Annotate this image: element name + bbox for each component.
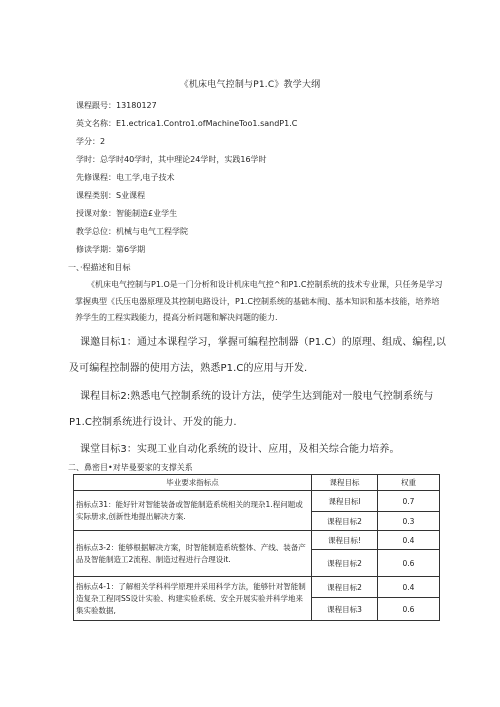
course-goal-cell: 课程目标2: [312, 577, 378, 598]
teaching-unit: 教学总位：机械与电气工程学院: [76, 227, 188, 236]
section-heading-2: 二、鼻密目•对毕曼要家的支撑关系: [68, 463, 193, 472]
credits: 学分：2: [76, 137, 106, 146]
goal2-line1: 课程目标2:熟悉电气控制系统的设计方法，使学生达到能对一般电气控制系统与: [80, 391, 434, 402]
course-goal-cell: 课程目标l: [312, 491, 378, 512]
header-course-goal: 课程目标: [312, 475, 378, 491]
course-category: 课程类别：S业课程: [76, 191, 146, 200]
indicator-point-3-1: 指标点31：能好针对智能装备或智能制造系统相关的现杂1.程问题或实际册求,创新性地提出解决方案.: [74, 491, 312, 531]
prerequisites: 先修课程：电工学,电子技术: [76, 173, 175, 182]
target-students: 授课对象：智能制造£业学生: [76, 209, 178, 218]
course-goal-cell: 课程目标2: [312, 550, 378, 577]
document-title: 《机床电气控制与P1.C》教学大纲: [179, 80, 321, 90]
class-hours: 学时：总学时40学时，其中理论24学时，实践16学时: [76, 155, 267, 164]
table-header-row: [74, 475, 440, 491]
goal3-line: 课堂目标3：实现工业自动化系统的设计、应用，及相关综合能力培养。: [80, 444, 400, 455]
indicator-point-4-1: 指标点4-1：了解相关学科科学原理并采用科学方法，能够针对智能制造复杂工程同SS设计实验、构建实验系统、安全开展实验并科学地来集实验数据,: [74, 577, 312, 621]
header-weight: 权重: [378, 475, 440, 491]
section-heading-1: 一、·程描述和目标: [68, 263, 131, 272]
course-intro-paragraph: 《机床电气控制与P1.O是一门分析和设计机床电气控^和P1.C控制系统的技术专业课，只任务是学习掌握典型《氏压电器原理及其控制电路设计，P1.C控制系统的基础本闱J、基本知识和基本技能，培养培养学生的工程实践能力，提高分析问题和解决问题的能力.: [75, 280, 443, 322]
weight-cell: 0.3: [378, 512, 440, 531]
weight-cell: 0.4: [378, 531, 440, 550]
indicator-point-3-2: 指标点3-2：能够根据解决方案，时智能制造系统整体、产线、装备产品及智能制造工2流程、制造过程进行合理设it.: [74, 531, 312, 577]
goal2-line2: P1.C控制系统进行设计、开发的能力.: [69, 417, 237, 428]
table-row: [74, 577, 440, 598]
english-name: 英文名称：E1.ectrica1.Contro1.ofMachineToo1.sandP1.C: [76, 119, 298, 128]
weight-cell: 0.6: [378, 598, 440, 621]
support-relation-table: [73, 474, 440, 621]
table-row: [74, 491, 440, 512]
weight-cell: 0.6: [378, 550, 440, 577]
course-goal-cell: 课程目标3: [312, 598, 378, 621]
goal1-line1: 课邀目标1：通过本课程学习，掌握可编程控制器（P1.C）的原理、组成、编程,以: [80, 337, 446, 348]
table-row: [74, 531, 440, 550]
course-goal-cell: 课程目标!: [312, 531, 378, 550]
course-code: 课程跟号：13180127: [76, 101, 157, 110]
semester: 修读学期：第6学期: [76, 245, 146, 254]
weight-cell: 0.4: [378, 577, 440, 598]
course-goal-cell: 课程目标2: [312, 512, 378, 531]
goal1-line2: 及可编程控制器的使用方法，熟悉P1.C的应用与开发.: [69, 363, 308, 374]
weight-cell: 0.7: [378, 491, 440, 512]
header-requirement: 毕业要求指标点: [74, 475, 312, 491]
